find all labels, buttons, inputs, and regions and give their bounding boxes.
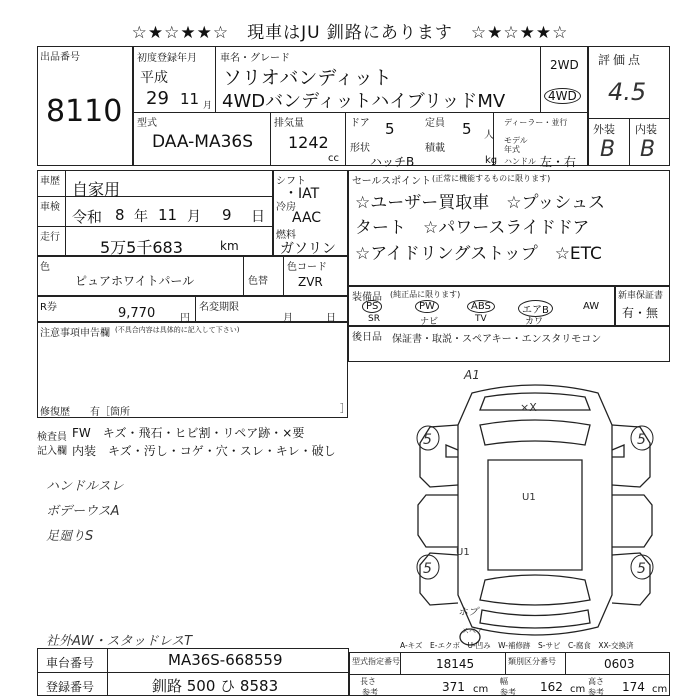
load-unit: kg bbox=[485, 155, 498, 166]
inspector-line-2: 内装 キズ・汚し・コゲ・穴・スレ・キレ・破し bbox=[72, 444, 336, 458]
handle-value: 左・右 bbox=[540, 155, 577, 169]
tire-fl: 5 bbox=[423, 432, 432, 448]
doors-value: 5 bbox=[385, 120, 395, 138]
sales-note: (正常に機能するものに限ります) bbox=[432, 174, 551, 183]
model-value: DAA-MA36S bbox=[152, 132, 254, 152]
reg-month-unit: 月 bbox=[203, 101, 213, 111]
width-unit: cm bbox=[570, 684, 586, 695]
len-unit: cm bbox=[473, 684, 489, 695]
car-damage-diagram bbox=[400, 365, 670, 650]
inspection-year: 8 bbox=[115, 206, 125, 224]
handnote-1: ハンドルスレ bbox=[46, 479, 124, 494]
equip-airbag: エアB bbox=[518, 300, 553, 317]
car-name: ソリオバンディット bbox=[223, 67, 392, 89]
fuel-value: ガソリン bbox=[280, 241, 336, 257]
color-code-label: 色コード bbox=[287, 262, 327, 273]
sales-line-2: タート ☆パワースライドドア bbox=[355, 218, 590, 238]
capacity-value: 5 bbox=[462, 120, 472, 138]
sales-line-1: ☆ユーザー買取車 ☆プッシュス bbox=[355, 193, 605, 213]
lot-number: 8110 bbox=[46, 94, 123, 129]
notes-label: 注意事項申告欄 bbox=[40, 328, 110, 339]
type-label: 型式指定番号 bbox=[352, 657, 400, 666]
height-label: 高さ bbox=[588, 677, 604, 686]
equip-navi: ナビ bbox=[420, 317, 439, 327]
tire-fr: 5 bbox=[637, 432, 646, 448]
spare-label: スペア bbox=[462, 627, 483, 635]
equip-leather: カワ bbox=[525, 317, 544, 327]
chassis-label: 車台番号 bbox=[46, 656, 95, 670]
equipment-note: (純正品に限ります) bbox=[390, 290, 461, 299]
color-change-label: 色替 bbox=[248, 276, 268, 287]
inspector-label-2: 記入欄 bbox=[37, 446, 67, 457]
equip-sr: SR bbox=[368, 314, 380, 324]
handnote-2: ボデーウスA bbox=[46, 504, 120, 519]
rating-label: 評価点 bbox=[598, 53, 644, 67]
type-value: 18145 bbox=[436, 657, 475, 671]
color-code-value: ZVR bbox=[298, 275, 323, 289]
model-label: 型式 bbox=[137, 118, 157, 129]
header-banner: ☆★☆★★☆ 現車はJU 釧路にあります ☆★☆★★☆ bbox=[131, 23, 569, 43]
width-label: 幅 bbox=[500, 677, 508, 686]
mileage-value: 5万5千683 bbox=[100, 238, 183, 257]
width-value: 162 bbox=[540, 680, 563, 694]
tire-rr: 5 bbox=[637, 561, 646, 577]
sales-line-3: ☆アイドリングストップ ☆ETC bbox=[355, 244, 602, 264]
color-label: 色 bbox=[40, 262, 50, 273]
diagram-u1-top: U1 bbox=[522, 492, 536, 503]
history-value: 自家用 bbox=[72, 180, 121, 199]
ext-value: B bbox=[600, 137, 616, 162]
reg-year-label: 初度登録年月 bbox=[137, 53, 197, 64]
diagram-u1-bottom: U1 bbox=[456, 547, 470, 558]
recycle-box bbox=[37, 296, 348, 322]
repair-value: 有［箇所 bbox=[90, 407, 130, 418]
plate-label: 登録番号 bbox=[46, 680, 95, 694]
repair-bracket: ］ bbox=[340, 404, 350, 415]
height-value: 174 bbox=[622, 680, 645, 694]
notes-sub: (不具合内容は具体的に記入して下さい) bbox=[115, 326, 240, 334]
chassis-value: MA36S-668559 bbox=[168, 651, 283, 669]
fuel-label: 燃料 bbox=[276, 230, 296, 241]
rear-label: 後日品 bbox=[352, 332, 382, 343]
shape-value: ハッチB bbox=[370, 155, 415, 169]
dealer-label: ディーラー・並行 bbox=[504, 118, 568, 127]
handnote-3: 足廻りS bbox=[46, 529, 94, 544]
inspection-label: 車検 bbox=[40, 202, 60, 213]
mileage-label: 走行 bbox=[40, 232, 60, 243]
shift-label: シフト bbox=[276, 176, 306, 187]
mileage-unit: km bbox=[220, 239, 239, 253]
tire-rl: 5 bbox=[423, 561, 432, 577]
equip-tv: TV bbox=[475, 314, 487, 324]
drive-2wd: 2WD bbox=[550, 58, 579, 72]
sales-label: セールスポイント bbox=[352, 176, 432, 187]
class-value: 0603 bbox=[604, 657, 635, 671]
width-ref: 参考 bbox=[500, 688, 516, 697]
equip-ps: PS bbox=[362, 300, 382, 313]
doors-label: ドア bbox=[350, 118, 370, 129]
inspection-month-unit: 月 bbox=[187, 209, 201, 225]
int-value: B bbox=[640, 137, 656, 162]
reg-year: 29 bbox=[146, 88, 169, 109]
handle-label: ハンドル bbox=[504, 157, 536, 166]
repair-label: 修復歴 bbox=[40, 407, 70, 418]
car-grade: 4WDバンディットハイブリッドMV bbox=[222, 91, 506, 112]
inspection-day-unit: 日 bbox=[251, 209, 265, 225]
rear-value: 保証書・取説・スペアキー・エンスタリモコン bbox=[392, 334, 602, 345]
height-unit: cm bbox=[652, 684, 668, 695]
history-label: 車歴 bbox=[40, 176, 60, 187]
ac-value: AAC bbox=[292, 210, 322, 226]
rating-value: 4.5 bbox=[608, 78, 647, 106]
shape-label: 形状 bbox=[350, 143, 370, 154]
damage-legend: A-キズ E-エクボ U-凹み W-補修跡 S-サビ C-腐食 XX-交換済 bbox=[400, 641, 634, 650]
height-ref: 参考 bbox=[588, 688, 604, 697]
len-ref: 参考 bbox=[362, 688, 378, 697]
car-name-label: 車名・グレード bbox=[220, 53, 290, 64]
equipment-label: 装備品 bbox=[352, 292, 382, 303]
inspection-day: 9 bbox=[222, 206, 232, 224]
handnote-4: 社外AW・スタッドレスT bbox=[46, 634, 193, 649]
inspection-month: 11 bbox=[158, 206, 178, 224]
len-label: 長さ bbox=[360, 677, 376, 686]
shift-value: ・IAT bbox=[284, 186, 320, 202]
displacement-unit: cc bbox=[328, 153, 339, 164]
len-value: 371 bbox=[442, 680, 465, 694]
expiry-day: 日 bbox=[326, 313, 336, 324]
reg-month: 11 bbox=[180, 90, 200, 108]
drive-4wd: 4WD bbox=[544, 88, 581, 104]
ac-label: 冷房 bbox=[276, 202, 296, 213]
equip-abs: ABS bbox=[467, 300, 495, 313]
manual-value: 有・無 bbox=[622, 306, 659, 320]
inspection-year-unit: 年 bbox=[134, 209, 148, 225]
displacement-label: 排気量 bbox=[274, 118, 304, 129]
expiry-month: 月 bbox=[283, 313, 293, 324]
diagram-a-mark: A1 bbox=[464, 368, 480, 382]
inspection-era: 令和 bbox=[72, 208, 103, 226]
int-label: 内装 bbox=[635, 123, 657, 136]
lot-label: 出品番号 bbox=[40, 52, 80, 63]
equip-pw: PW bbox=[415, 300, 439, 313]
class-label: 類別区分番号 bbox=[508, 657, 556, 666]
recycle-unit: 円 bbox=[180, 313, 190, 324]
recycle-label: R券 bbox=[40, 302, 57, 313]
inspector-line-1: FW キズ・飛石・ヒビ割・リペア跡・×要 bbox=[72, 426, 305, 440]
color-value: ピュアホワイトパール bbox=[75, 274, 195, 288]
manual-label: 新車保証書 bbox=[618, 291, 664, 301]
ext-label: 外装 bbox=[593, 123, 615, 136]
plate-value: 釧路 500 ひ 8583 bbox=[152, 677, 279, 695]
reg-era: 平成 bbox=[140, 70, 168, 86]
recycle-value: 9,770 bbox=[118, 306, 156, 321]
equip-aw: AW bbox=[583, 301, 600, 312]
displacement-value: 1242 bbox=[288, 133, 329, 152]
inspector-label-1: 検査員 bbox=[37, 432, 67, 443]
spare-mark: ホプ bbox=[458, 607, 478, 618]
diagram-xx-mark: ×X bbox=[520, 401, 537, 414]
expiry-label: 名変期限 bbox=[199, 302, 239, 313]
load-label: 積載 bbox=[425, 143, 445, 154]
capacity-label: 定員 bbox=[425, 118, 445, 129]
capacity-unit: 人 bbox=[484, 130, 494, 141]
model-year-label: モデル年式 bbox=[504, 136, 528, 154]
